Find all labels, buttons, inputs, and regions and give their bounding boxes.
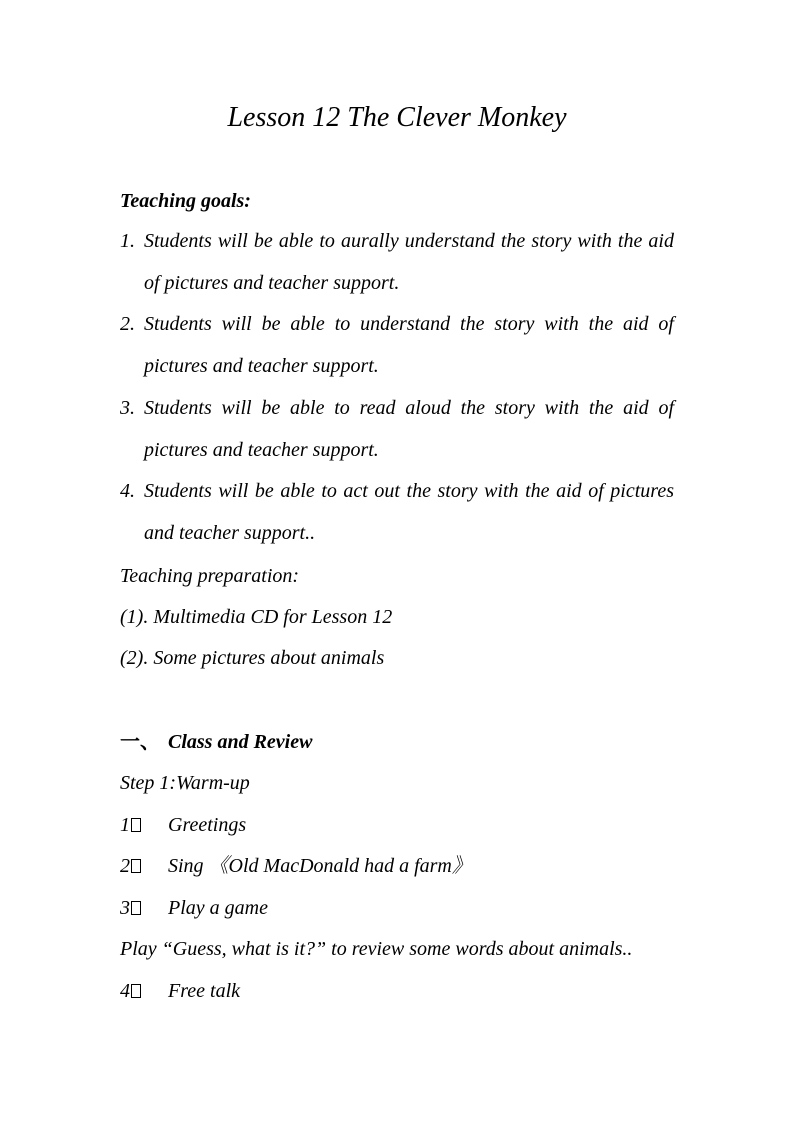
section-title: Class and Review (168, 731, 313, 753)
goal-item-4 (120, 471, 674, 554)
unrendered-glyph-box (131, 901, 141, 915)
step-item-text: Free talk (168, 980, 241, 1002)
goal-number: 2. (120, 313, 135, 335)
section-number: 一、 (120, 731, 160, 753)
step-item-2 (120, 852, 472, 880)
section-heading (120, 728, 312, 756)
teaching-goals-heading: Teaching goals: (120, 190, 251, 212)
goal-text: Students will be able to aurally understand the story with the aid of pictures and teacher support. (144, 230, 674, 294)
step-item-text: Play a game (168, 897, 268, 919)
step-heading: Step 1:Warm-up (120, 772, 250, 794)
step-item-3 (120, 894, 268, 922)
unrendered-glyph-box (131, 984, 141, 998)
step-item-1 (120, 811, 246, 839)
goal-text: Students will be able to act out the story with the aid of pictures and teacher support.. (144, 480, 674, 544)
step-note: Play “Guess, what is it?” to review some words about animals.. (120, 938, 633, 960)
step-item-number: 3 (120, 897, 130, 919)
teaching-preparation-heading: Teaching preparation: (120, 565, 300, 587)
preparation-item-1: (1). Multimedia CD for Lesson 12 (120, 606, 393, 628)
step-item-4 (120, 977, 240, 1005)
preparation-item-2: (2). Some pictures about animals (120, 647, 385, 669)
unrendered-glyph-box (131, 818, 141, 832)
goal-item-3 (120, 388, 674, 471)
goal-item-2 (120, 304, 674, 387)
goal-number: 1. (120, 230, 135, 252)
step-item-number: 2 (120, 855, 130, 877)
step-item-text: Sing 《Old MacDonald had a farm》 (168, 855, 472, 877)
goal-number: 4. (120, 480, 135, 502)
step-item-text: Greetings (168, 814, 247, 836)
goal-text: Students will be able to understand the story with the aid of pictures and teacher support. (144, 313, 674, 377)
goal-text: Students will be able to read aloud the story with the aid of pictures and teacher support. (144, 397, 674, 461)
goal-number: 3. (120, 397, 135, 419)
step-item-number: 1 (120, 814, 130, 836)
unrendered-glyph-box (131, 859, 141, 873)
goal-item-1 (120, 221, 674, 304)
document-title: Lesson 12 The Clever Monkey (227, 102, 567, 133)
step-item-number: 4 (120, 980, 130, 1002)
